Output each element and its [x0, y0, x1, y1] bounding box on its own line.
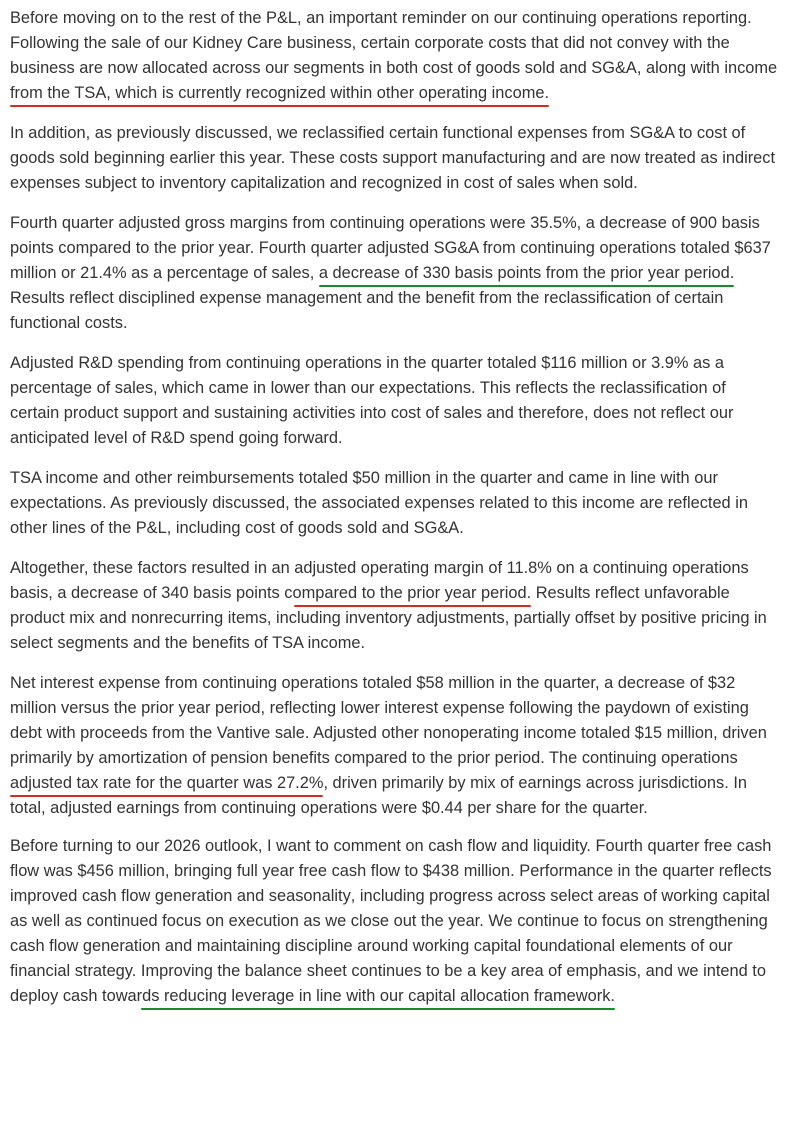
red-underlined-highlight: adjusted operating margin of 11.8% on a continuing operations basis, a decrease of 340 basis points compared to the prior year period. [10, 559, 749, 602]
red-underlined-highlight: Following the sale of our Kidney Care business, certain corporate costs that did not convey with the business are now allocated across our segments in both cost of goods sold and SG&A, along with income from the TSA, which is currently recognized within other operating income. [10, 34, 778, 102]
text-run: Results reflect unfavorable product mix and nonrecurring items, including inventory adjustments, partially offset by positive pricing in select segments and the benefits of TSA income. [10, 584, 767, 652]
red-underlined-highlight: adjusted tax rate for the quarter was 27.2% [10, 774, 324, 792]
paragraph-reclassification [10, 121, 778, 196]
paragraph-tsa-income [10, 466, 778, 541]
paragraph-continuing-ops-reminder [10, 6, 778, 106]
text-run: Before moving on to the rest of the P&L, an important reminder on our continuing operations reporting. [10, 9, 752, 27]
text-run: Adjusted R&D spending from continuing operations in the quarter totaled $116 million or 3.9% as a percentage of sales, which came in lower than our expectations. This reflects the reclassification of certain product support and sustaining activities into cost of sales and therefore, [10, 354, 726, 422]
text-run: and maintaining discipline around working capital foundational elements of our financial strategy. [10, 937, 733, 980]
text-run: , driven primarily by mix of earnings across jurisdictions. [323, 774, 734, 792]
text-run: Before turning to our 2026 outlook, I want to comment on cash flow and liquidity. [10, 837, 596, 855]
green-underlined-highlight: strengthening cash flow generation [10, 912, 768, 955]
text-run: , including progress across select areas of working capital as well as continued focus on execution as we close out the year. We continue to focus on [10, 887, 770, 930]
green-underlined-highlight: Fourth quarter free cash flow was $456 million, bringing full year free cash flow to $438 million. [10, 837, 772, 880]
text-run: Fourth quarter adjusted SG&A from continuing operations totaled $637 million or 21.4% as a percentage of sales, [10, 239, 771, 282]
paragraph-rd-spending [10, 351, 778, 451]
green-underlined-highlight: a decrease of 330 basis points from the prior year period. [318, 264, 735, 282]
text-run: TSA income and other reimbursements totaled $50 million in the quarter and came in line with our expectations. As previously discussed, the associated expenses related to this income are reflected in other lines of the P&L, including cost of goods sold and SG&A. [10, 469, 748, 537]
green-underlined-highlight: a decrease of $32 million versus the prior year period, reflecting lower interest expense following the paydown of existing debt with proceeds from the Vantive sale. [10, 674, 749, 742]
red-underlined-highlight: In total, adjusted earnings from continuing operations were $0.44 per share for the quarter. [10, 774, 748, 817]
text-run: Adjusted other nonoperating income totaled $15 million, driven primarily by amortization of pension benefits compared to the prior period. The continuing operations [10, 724, 767, 767]
text-run: Fourth quarter adjusted gross margins from continuing operations were 35.5%, [10, 214, 586, 232]
paragraph-gross-margin-sga [10, 211, 778, 336]
text-run: Net interest expense from continuing operations totaled $58 million in the quarter, [10, 674, 605, 692]
paragraph-operating-margin [10, 556, 778, 656]
green-underlined-highlight: Performance in the quarter reflects improved cash flow generation and seasonality [10, 862, 772, 905]
text-run: Results reflect disciplined expense management and the benefit from the reclassification of certain functional costs. [10, 289, 724, 332]
transcript-document [10, 6, 778, 1024]
text-run: In addition, as previously discussed, we reclassified certain functional expenses from SG&A to cost of goods sold beginning earlier this year. These costs support manufacturing and are now treated as indirect expenses subject to inventory capitalization and recognized in cost of sales when sold. [10, 124, 776, 192]
green-underlined-highlight: Improving the balance sheet continues to be a key area of emphasis, and we intend to deploy cash towards reducing leverage in line with our capital allocation framework. [10, 962, 766, 1005]
paragraph-interest-tax-eps [10, 671, 778, 821]
red-underlined-highlight: a decrease of 900 basis points compared to the prior year. [10, 214, 760, 257]
text-run: Altogether, these factors resulted in an [10, 559, 295, 577]
paragraph-cash-flow-liquidity [10, 834, 778, 1009]
green-underlined-highlight: does not reflect our anticipated level of R&D spend going forward. [10, 404, 734, 447]
